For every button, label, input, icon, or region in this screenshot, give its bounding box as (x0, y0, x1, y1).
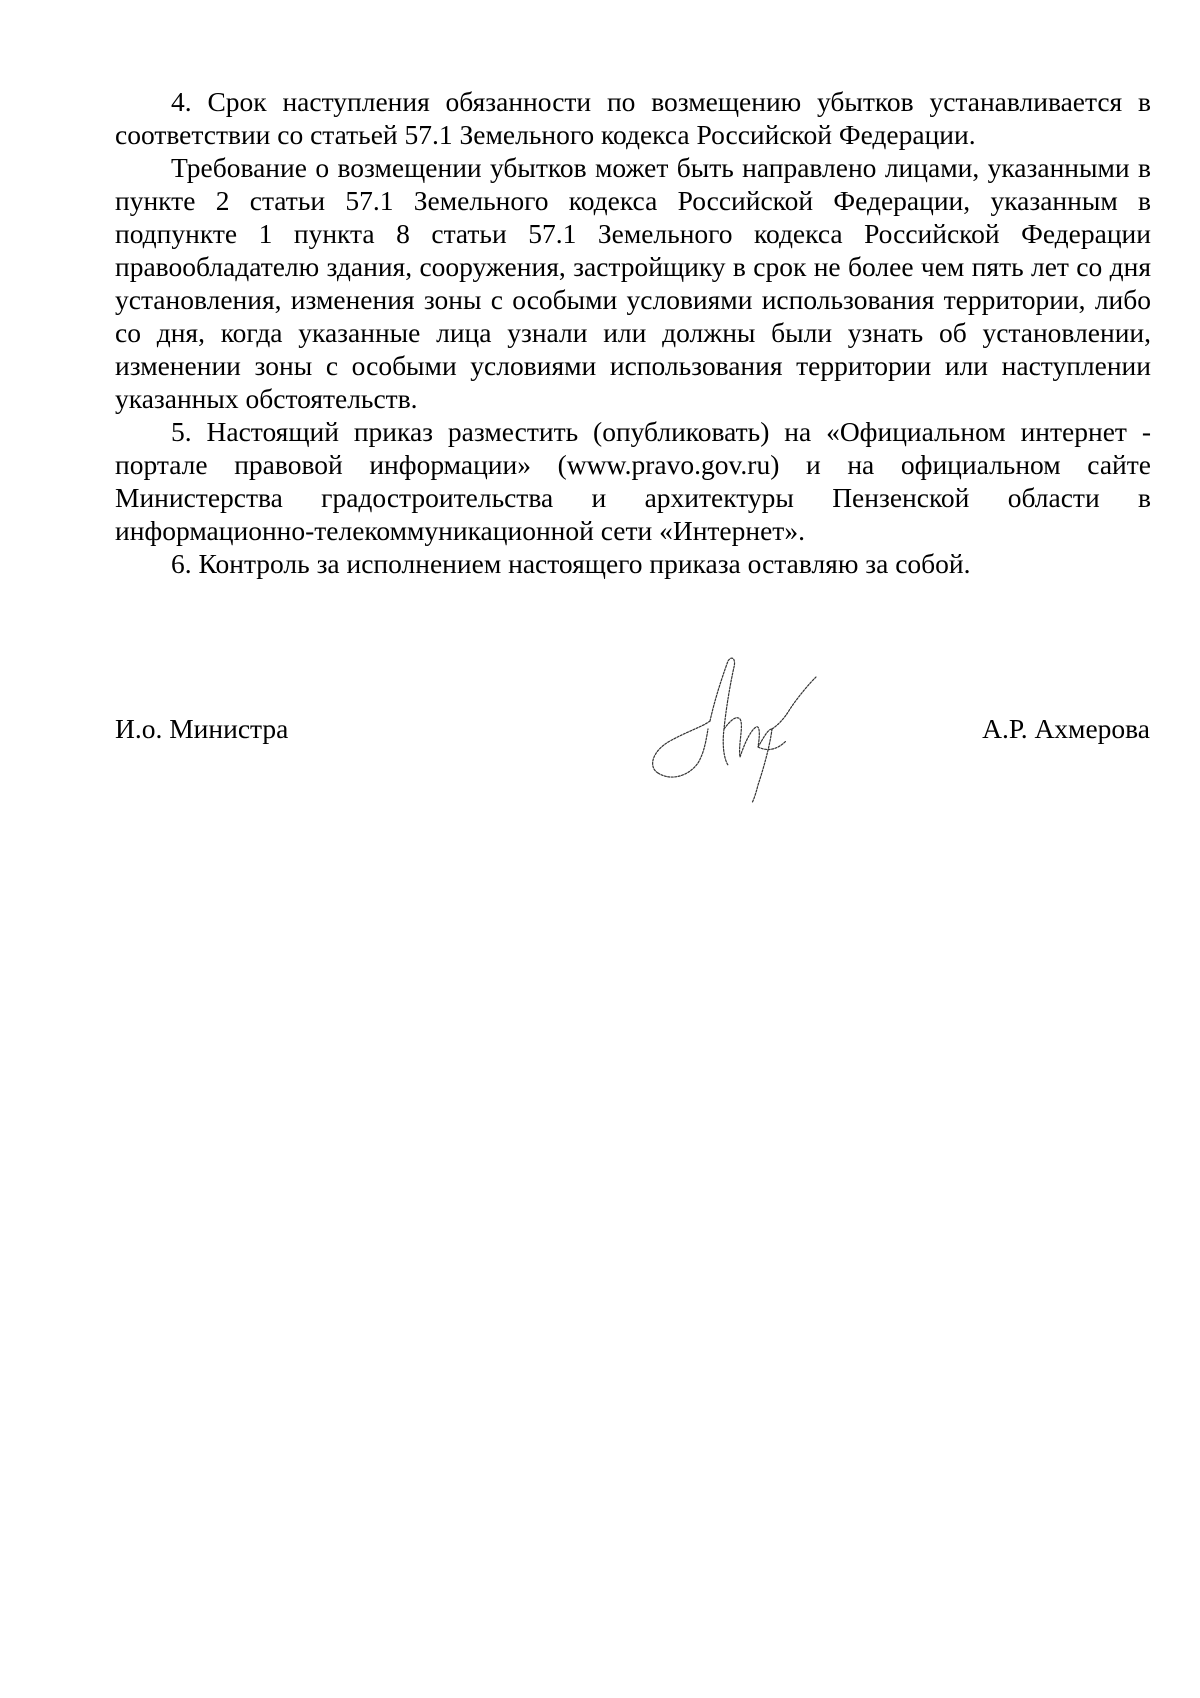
paragraph-item-5: 5. Настоящий приказ разместить (опубликовать) на «Официальном интернет - портале правовой информации» (www.pravo.gov.ru) и на официальном сайте Министерства градостроительства и архитектуры Пензенской области в информационно-телекоммуникационной сети «Интернет». (115, 416, 1151, 546)
document-body (115, 85, 1151, 580)
signatory-position: И.о. Министра (115, 713, 289, 744)
paragraph-item-4: 4. Срок наступления обязанности по возмещению убытков устанавливается в соответствии со статьей 57.1 Земельного кодекса Российской Федерации. (115, 86, 1151, 150)
handwritten-signature (640, 655, 830, 805)
paragraph-item-6: 6. Контроль за исполнением настоящего приказа оставляю за собой. (171, 548, 971, 579)
paragraph-damages-claim: Требование о возмещении убытков может быть направлено лицами, указанными в пункте 2 статьи 57.1 Земельного кодекса Российской Федерации, указанным в подпункте 1 пункта 8 статьи 57.1 Земельного кодекса Российской Федерации правообладателю здания, сооружения, застройщику в срок не более чем пять лет со дня установления, изменения зоны с особыми условиями использования территории, либо со дня, когда указанные лица узнали или должны были узнать об установлении, изменении зоны с особыми условиями использования территории или наступлении указанных обстоятельств. (115, 152, 1151, 414)
signatory-name: А.Р. Ахмерова (982, 713, 1150, 744)
